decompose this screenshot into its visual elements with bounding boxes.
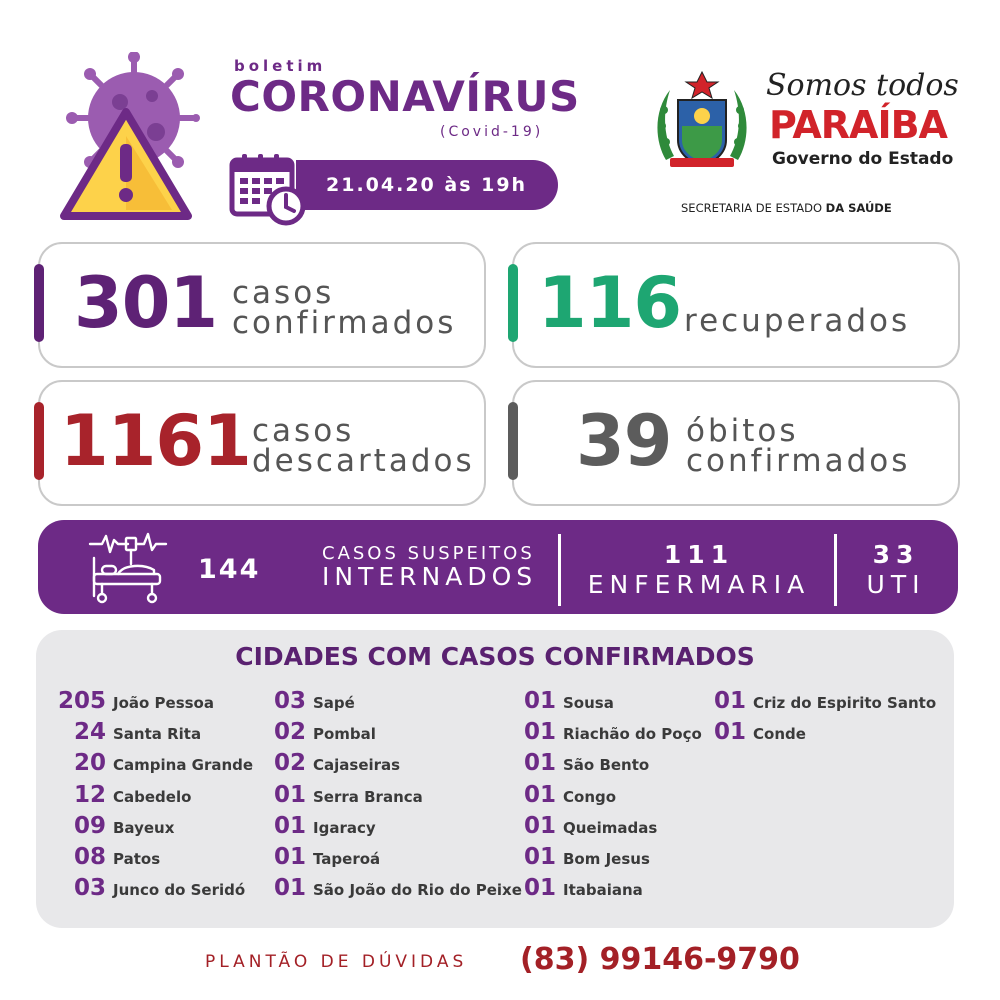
hospitalized-label-line1: CASOS SUSPEITOS — [322, 543, 535, 564]
city-count: 03 — [73, 875, 106, 902]
icu-block — [844, 540, 948, 600]
city-name: Santa Rita — [113, 725, 202, 744]
cities-column-4 — [712, 688, 936, 750]
secretariat-prefix: SECRETARIA DE ESTADO — [681, 201, 823, 215]
list-item — [272, 750, 522, 781]
deaths-label-line1: óbitos — [686, 413, 799, 449]
city-name: Serra Branca — [313, 787, 423, 806]
city-count: 205 — [57, 688, 106, 714]
city-name: Cajaseiras — [313, 756, 401, 775]
city-count: 01 — [523, 812, 556, 839]
city-name: São Bento — [563, 756, 650, 775]
hospitalized-banner — [38, 520, 958, 614]
cities-column-1 — [52, 688, 253, 906]
deaths-label-line2: confirmados — [686, 443, 911, 479]
list-item — [272, 844, 522, 875]
list-item — [52, 844, 253, 875]
city-name: São João do Rio do Peixe — [313, 881, 522, 900]
discarded-accent-bar — [34, 402, 44, 480]
city-count: 01 — [523, 688, 556, 714]
calendar-clock-icon — [228, 150, 306, 228]
city-name: Sapé — [313, 694, 355, 712]
list-item — [522, 750, 702, 781]
list-item — [272, 813, 522, 844]
city-name: Pombal — [313, 725, 376, 744]
cities-title: CIDADES COM CASOS CONFIRMADOS — [235, 642, 755, 671]
confirmed-label — [232, 275, 457, 341]
list-item — [522, 719, 702, 750]
icu-label: UTI — [866, 570, 926, 599]
discarded-card — [38, 380, 486, 506]
city-count: 20 — [73, 750, 106, 777]
city-name: Campina Grande — [113, 756, 254, 775]
city-name: Itabaiana — [563, 881, 643, 900]
deaths-count: 39 — [576, 400, 672, 482]
city-name: Cabedelo — [113, 787, 192, 806]
ward-block — [568, 540, 830, 600]
list-item — [52, 875, 253, 906]
discarded-label — [252, 413, 475, 479]
city-name: João Pessoa — [113, 694, 214, 712]
city-count: 01 — [273, 781, 306, 808]
recovered-label-line1: recuperados — [684, 303, 911, 339]
hotline-phone[interactable]: (83) 99146-9790 — [520, 942, 800, 977]
discarded-label-line2: descartados — [252, 443, 475, 479]
ward-count: 111 — [663, 540, 735, 569]
campaign-slogan: Somos todos — [766, 68, 959, 103]
virus-warning-icon — [52, 52, 200, 224]
banner-divider — [558, 534, 561, 606]
state-name: PARAÍBA — [769, 103, 947, 147]
bulletin-subtitle: (Covid-19) — [440, 124, 544, 140]
deaths-label — [686, 413, 911, 479]
list-item — [712, 688, 936, 719]
ward-label: ENFERMARIA — [587, 570, 811, 599]
city-count: 09 — [73, 812, 106, 839]
confirmed-accent-bar — [34, 264, 44, 342]
city-name: Junco do Seridó — [113, 881, 246, 900]
list-item — [52, 782, 253, 813]
list-item — [522, 844, 702, 875]
hospitalized-total: 144 — [198, 554, 261, 585]
city-count: 01 — [273, 812, 306, 839]
list-item — [522, 813, 702, 844]
city-name: Sousa — [563, 694, 614, 712]
list-item — [522, 782, 702, 813]
date-badge: 21.04.20 às 19h — [296, 160, 558, 210]
city-count: 01 — [713, 688, 746, 714]
list-item — [272, 688, 522, 719]
list-item — [712, 719, 936, 750]
bulletin-label: boletim — [234, 57, 327, 75]
confirmed-label-line1: casos — [232, 275, 335, 311]
list-item — [522, 875, 702, 906]
cities-column-2 — [272, 688, 522, 906]
recovered-card — [512, 242, 960, 368]
deaths-card — [512, 380, 960, 506]
city-name: Criz do Espirito Santo — [753, 694, 937, 712]
city-name: Bom Jesus — [563, 849, 650, 868]
banner-divider — [834, 534, 837, 606]
hospitalized-label-line2: INTERNADOS — [322, 562, 538, 591]
list-item — [52, 688, 253, 719]
city-name: Riachão do Poço — [563, 725, 702, 744]
city-name: Conde — [753, 725, 806, 744]
list-item — [272, 719, 522, 750]
government-label: Governo do Estado — [772, 149, 954, 169]
city-name: Igaracy — [313, 818, 376, 837]
bulletin-title: CORONAVÍRUS — [230, 72, 580, 121]
confirmed-count: 301 — [74, 262, 218, 344]
city-name: Queimadas — [563, 818, 658, 837]
confirmed-card — [38, 242, 486, 368]
city-count: 03 — [273, 688, 306, 714]
recovered-accent-bar — [508, 264, 518, 342]
city-name: Patos — [113, 849, 161, 868]
city-count: 01 — [273, 875, 306, 902]
city-count: 01 — [523, 843, 556, 870]
list-item — [522, 688, 702, 719]
cities-panel — [36, 630, 954, 928]
confirmed-label-line2: confirmados — [232, 305, 457, 341]
city-count: 01 — [523, 781, 556, 808]
city-count: 01 — [523, 875, 556, 902]
discarded-count: 1161 — [60, 400, 251, 482]
deaths-accent-bar — [508, 402, 518, 480]
list-item — [52, 719, 253, 750]
recovered-count: 116 — [538, 262, 682, 344]
hotline-label: PLANTÃO DE DÚVIDAS — [205, 952, 468, 972]
secretariat-bold: DA SAÚDE — [825, 201, 892, 215]
city-count: 08 — [73, 843, 106, 870]
list-item — [272, 875, 522, 906]
city-count: 02 — [273, 719, 306, 746]
cities-column-3 — [522, 688, 702, 906]
icu-count: 33 — [872, 540, 920, 569]
state-crest-icon — [652, 70, 752, 174]
city-count: 02 — [273, 750, 306, 777]
discarded-label-line1: casos — [252, 413, 355, 449]
city-name: Congo — [563, 787, 617, 806]
list-item — [52, 750, 253, 781]
city-count: 12 — [73, 781, 106, 808]
recovered-label — [684, 303, 911, 339]
city-count: 01 — [273, 843, 306, 870]
secretariat-label — [681, 201, 892, 215]
list-item — [272, 782, 522, 813]
city-count: 24 — [73, 719, 106, 746]
city-count: 01 — [523, 750, 556, 777]
hospital-bed-icon — [88, 530, 168, 606]
city-name: Bayeux — [113, 818, 175, 837]
hospitalized-label — [322, 542, 538, 591]
city-name: Taperoá — [313, 849, 381, 868]
list-item — [52, 813, 253, 844]
city-count: 01 — [713, 719, 746, 746]
city-count: 01 — [523, 719, 556, 746]
